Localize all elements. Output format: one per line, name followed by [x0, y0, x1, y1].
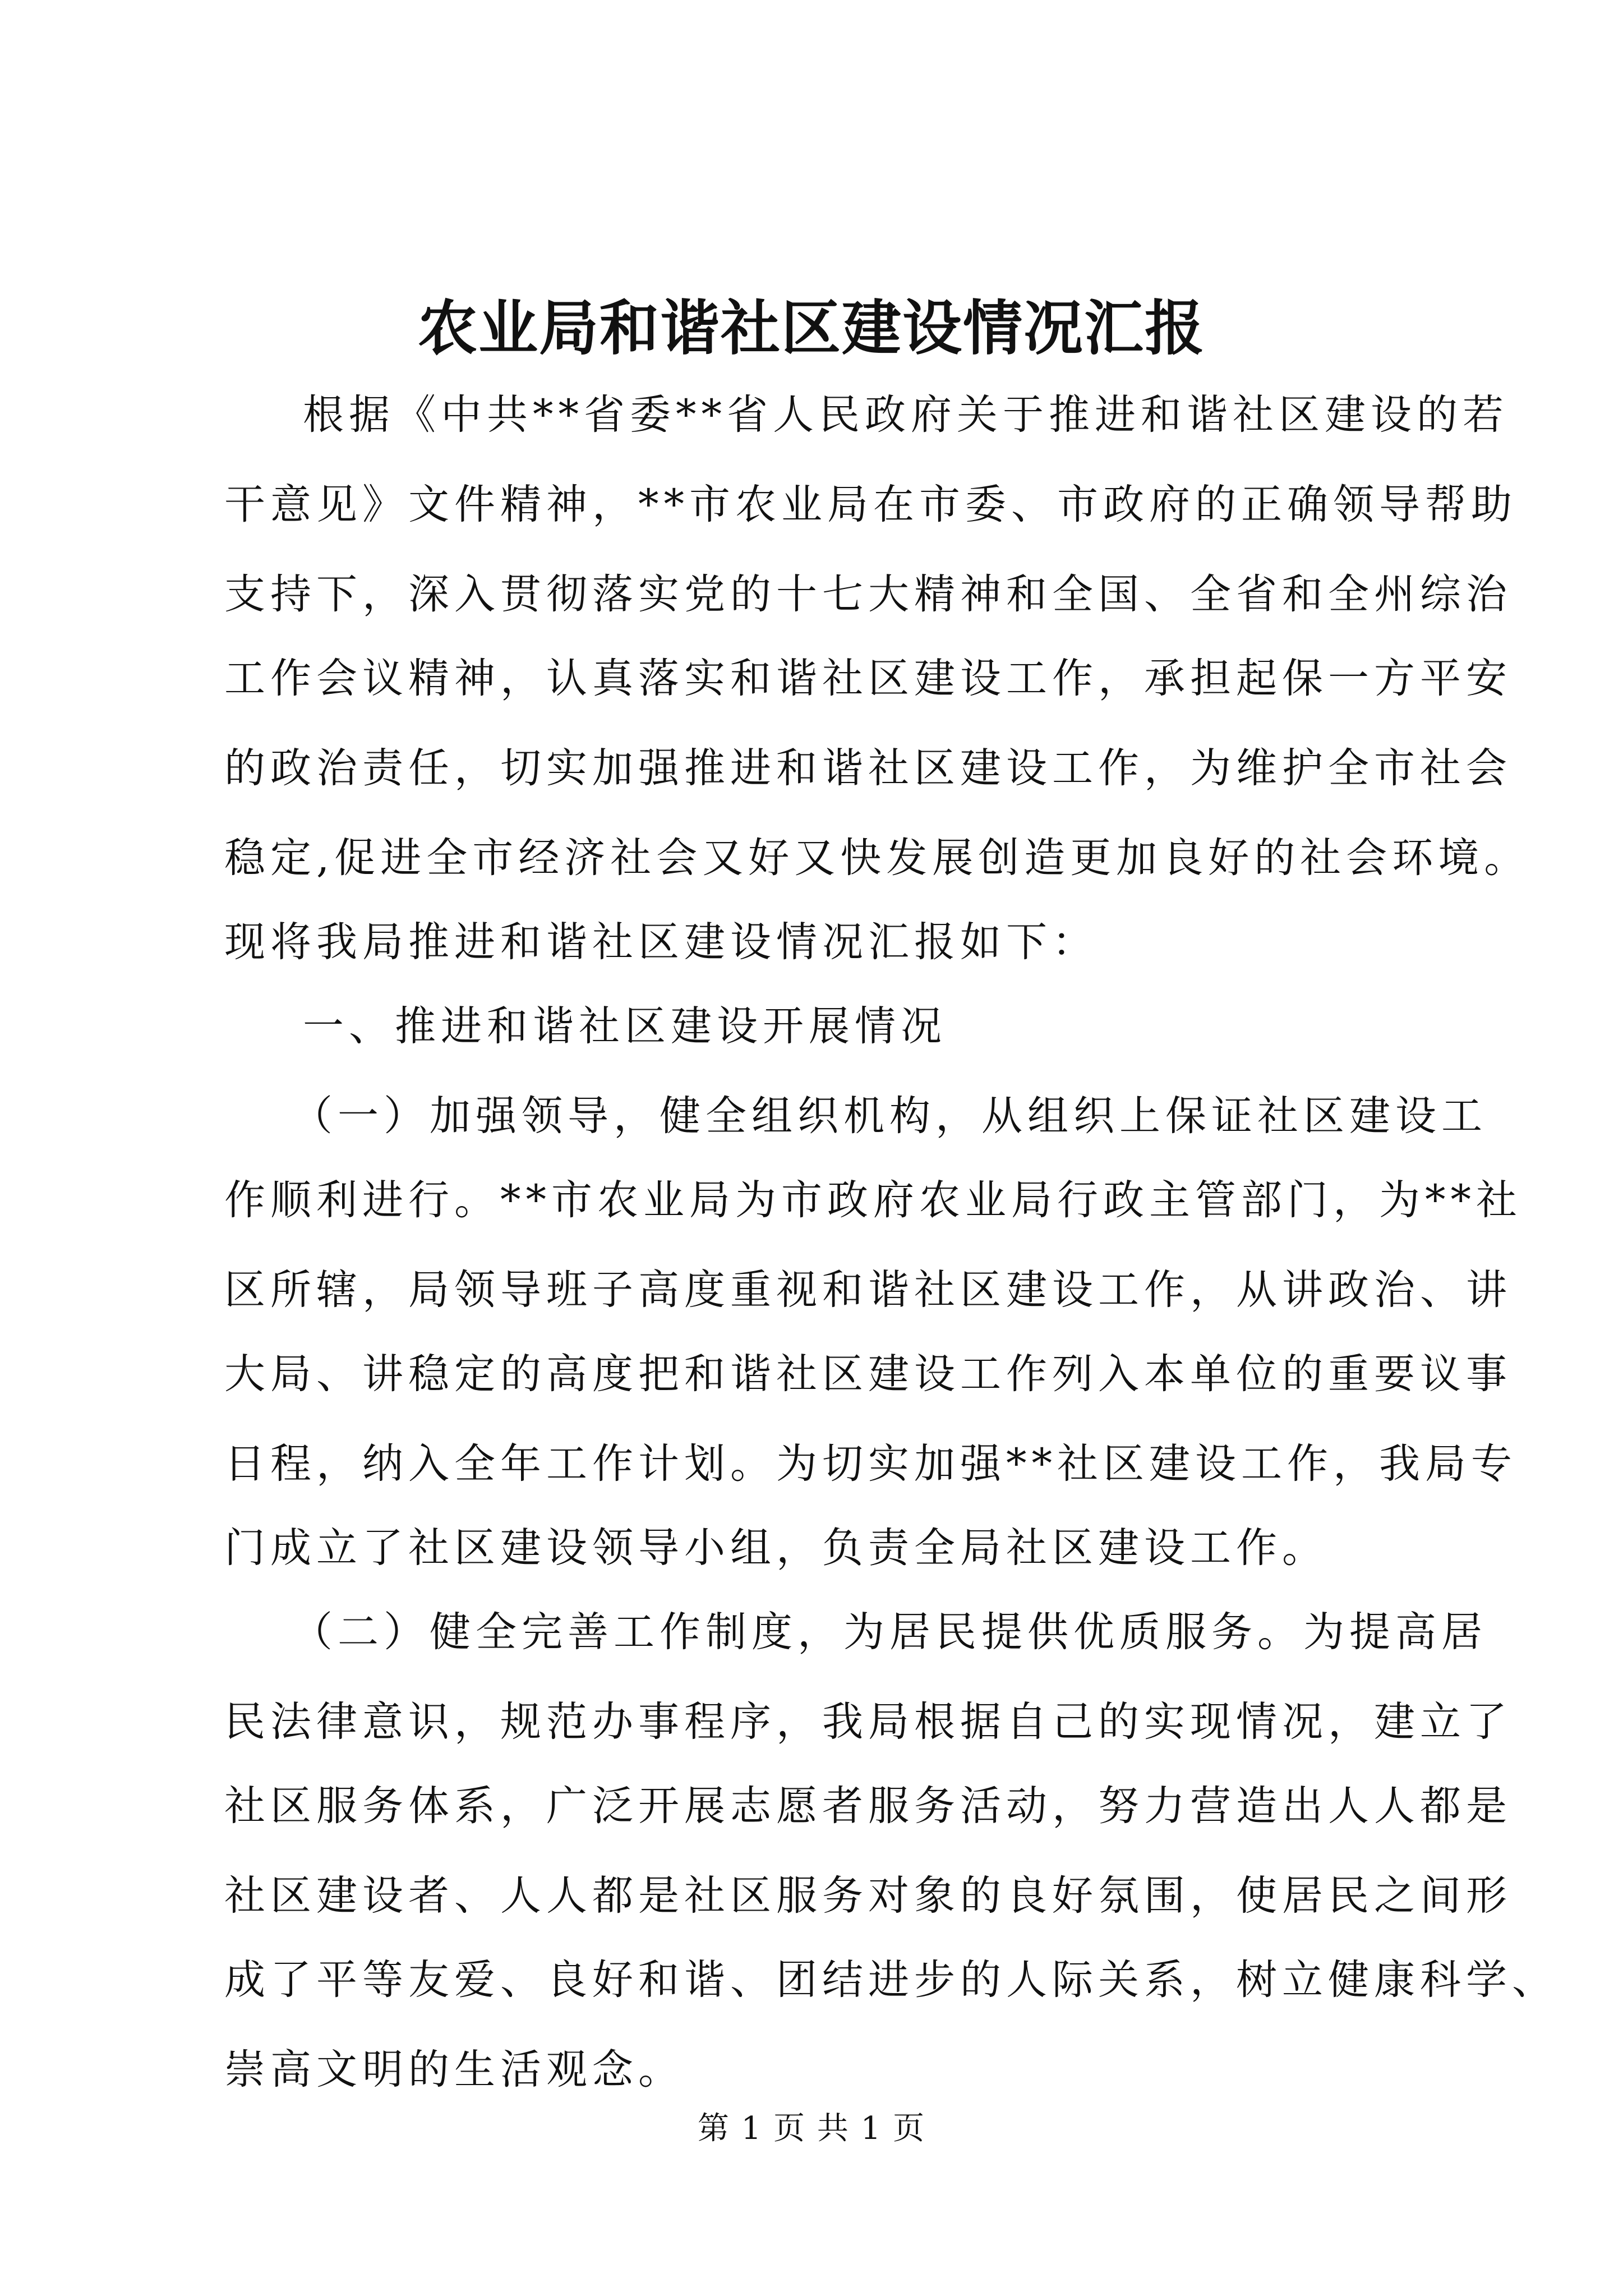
- body-line: 现将我局推进和谐社区建设情况汇报如下：: [224, 918, 1098, 966]
- body-line: 社区建设者、人人都是社区服务对象的良好氛围，使居民之间形: [224, 1872, 1512, 1920]
- body-line: 成了平等友爱、良好和谐、团结进步的人际关系，树立健康科学、: [224, 1956, 1558, 2004]
- body-line: 民法律意识，规范办事程序，我局根据自己的实现情况，建立了: [224, 1698, 1512, 1746]
- body-line: 支持下，深入贯彻落实党的十七大精神和全国、全省和全州综治: [224, 570, 1512, 618]
- body-line: 区所辖，局领导班子高度重视和谐社区建设工作，从讲政治、讲: [224, 1266, 1512, 1314]
- body-line: 工作会议精神，认真落实和谐社区建设工作，承担起保一方平安: [224, 655, 1512, 702]
- document-title: 农业局和谐社区建设情况汇报: [418, 293, 1205, 363]
- body-line: 干意见》文件精神，**市农业局在市委、市政府的正确领导帮助: [224, 481, 1517, 528]
- body-line: 作顺利进行。**市农业局为市政府农业局行政主管部门，为**社: [224, 1176, 1522, 1224]
- section-heading: 一、推进和谐社区建设开展情况: [303, 1002, 947, 1050]
- body-line: 根据《中共**省委**省人民政府关于推进和谐社区建设的若: [303, 391, 1509, 439]
- body-line: 日程，纳入全年工作计划。为切实加强**社区建设工作，我局专: [224, 1440, 1517, 1488]
- page-number-footer: 第 1 页 共 1 页: [697, 2110, 926, 2147]
- body-line: 崇高文明的生活观念。: [224, 2046, 684, 2093]
- body-line: （二）健全完善工作制度，为居民提供优质服务。为提高居: [292, 1608, 1487, 1656]
- body-line: 的政治责任，切实加强推进和谐社区建设工作，为维护全市社会: [224, 744, 1512, 792]
- body-line: 大局、讲稳定的高度把和谐社区建设工作列入本单位的重要议事: [224, 1350, 1512, 1398]
- body-line: （一）加强领导，健全组织机构，从组织上保证社区建设工: [292, 1092, 1487, 1140]
- body-line: 门成立了社区建设领导小组，负责全局社区建设工作。: [224, 1524, 1328, 1572]
- body-line: 稳定,促进全市经济社会又好又快发展创造更加良好的社会环境。: [224, 834, 1530, 882]
- body-line: 社区服务体系，广泛开展志愿者服务活动，努力营造出人人都是: [224, 1782, 1512, 1830]
